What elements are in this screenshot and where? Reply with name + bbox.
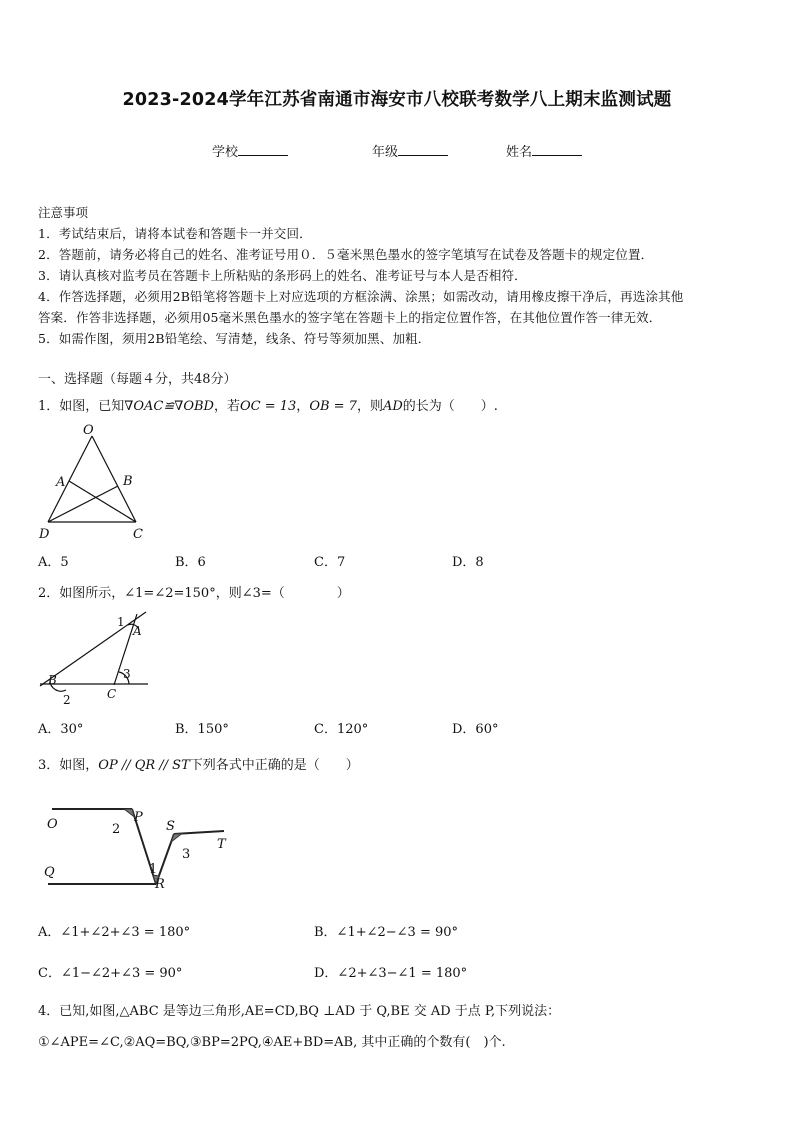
q3-parallel-condition: OP // QR // ST	[98, 758, 190, 773]
question-4-line-1: 4．已知,如图,△ABC 是等边三角形,AE=CD,BQ ⊥AD 于 Q,BE 交 AD 于点 P,下列说法：	[38, 1004, 561, 1019]
q1-ad: AD	[382, 399, 403, 414]
name-label: 姓名	[506, 145, 533, 160]
grade-blank[interactable]	[398, 143, 448, 156]
question-2: 2．如图所示，∠1=∠2=150°，则∠3=（ ）	[38, 586, 350, 601]
note-item: 3．请认真核对监考员在答题卡上所粘贴的条形码上的姓名、准考证号与本人是否相符．	[38, 268, 527, 283]
q1-ob: OB = 7	[309, 399, 357, 414]
note-item: 2．答题前，请务必将自己的姓名、准考证号用０．５毫米黑色墨水的签字笔填写在试卷及答题卡的规定位置．	[38, 247, 654, 262]
q1-prefix: 1．如图，已知	[38, 399, 125, 414]
q2-option-b[interactable]: B．150°	[175, 722, 229, 737]
notes-heading: 注意事项	[38, 205, 89, 220]
label-1: 1	[149, 862, 158, 877]
q1-congruence: ∇OAC≌∇OBD	[124, 399, 214, 414]
label-r: R	[155, 877, 165, 892]
label-a: A	[133, 624, 142, 638]
q3-option-b[interactable]: B．∠1+∠2−∠3 = 90°	[314, 925, 459, 940]
q1-option-d[interactable]: D．8	[452, 555, 484, 570]
section-heading: 一、选择题（每题４分，共48分）	[38, 372, 237, 387]
name-field	[506, 141, 582, 160]
label-b: B	[123, 474, 133, 489]
segment-od	[48, 436, 92, 522]
label-o: O	[83, 423, 94, 438]
q1-option-b[interactable]: B．6	[175, 555, 206, 570]
q1-text: ，若	[213, 399, 240, 414]
q3-figure	[36, 796, 236, 892]
q3-option-a[interactable]: A．∠1+∠2+∠3 = 180°	[38, 925, 191, 940]
q3-prefix: 3．如图，	[38, 758, 99, 773]
question-3	[38, 754, 359, 773]
grade-field	[372, 141, 448, 160]
label-o: O	[47, 817, 58, 832]
label-c: C	[107, 687, 117, 701]
q1-figure	[36, 418, 156, 546]
school-label: 学校	[212, 145, 239, 160]
q3-suffix: 下列各式中正确的是（ ）	[189, 758, 359, 773]
school-blank[interactable]	[238, 143, 288, 156]
label-q: Q	[44, 865, 55, 880]
question-4-line-2: ①∠APE=∠C,②AQ=BQ,③BP=2PQ,④AE+BD=AB, 其中正确的个数有( )个.	[38, 1035, 506, 1050]
q3-option-d[interactable]: D．∠2+∠3−∠1 = 180°	[314, 966, 468, 981]
q1-option-a[interactable]: A．5	[38, 555, 69, 570]
note-item: 答案．作答非选择题，必须用05毫米黑色墨水的签字笔在答题卡上的指定位置作答，在其他位置作答一律无效．	[38, 310, 662, 325]
school-field	[212, 141, 288, 160]
label-1: 1	[117, 615, 125, 629]
q1-option-c[interactable]: C．7	[314, 555, 346, 570]
note-item: 1．考试结束后，请将本试卷和答题卡一并交回．	[38, 226, 312, 241]
q2-option-d[interactable]: D．60°	[452, 722, 499, 737]
label-b: B	[48, 673, 57, 687]
q2-figure	[36, 606, 156, 710]
label-d: D	[39, 527, 50, 542]
label-3: 3	[182, 847, 191, 862]
name-blank[interactable]	[532, 143, 582, 156]
grade-label: 年级	[372, 145, 399, 160]
q2-option-c[interactable]: C．120°	[314, 722, 369, 737]
q1-suffix: 的长为（ ）.	[402, 399, 498, 414]
note-item: 5．如需作图，须用2B铅笔绘、写清楚，线条、符号等须加黑、加粗．	[38, 331, 431, 346]
label-s: S	[166, 819, 175, 834]
page-title: 2023-2024学年江苏省南通市海安市八校联考数学八上期末监测试题	[122, 90, 672, 110]
q1-text: ，则	[356, 399, 383, 414]
label-t: T	[217, 837, 226, 852]
label-p: P	[134, 810, 143, 825]
question-1	[38, 395, 498, 414]
note-item: 4．作答选择题，必须用2B铅笔将答题卡上对应选项的方框涂满、涂黑；如需改动，请用橡皮擦干净后，再选涂其他	[38, 289, 684, 304]
q1-text: ，	[296, 399, 310, 414]
angle-3-marker	[171, 834, 182, 843]
label-3: 3	[123, 667, 131, 681]
label-2: 2	[112, 822, 121, 837]
q2-option-a[interactable]: A．30°	[38, 722, 84, 737]
q3-option-c[interactable]: C．∠1−∠2+∠3 = 90°	[38, 966, 183, 981]
label-2: 2	[63, 693, 71, 707]
label-c: C	[133, 527, 143, 542]
q1-oc: OC = 13	[239, 399, 297, 414]
label-a: A	[56, 475, 66, 490]
